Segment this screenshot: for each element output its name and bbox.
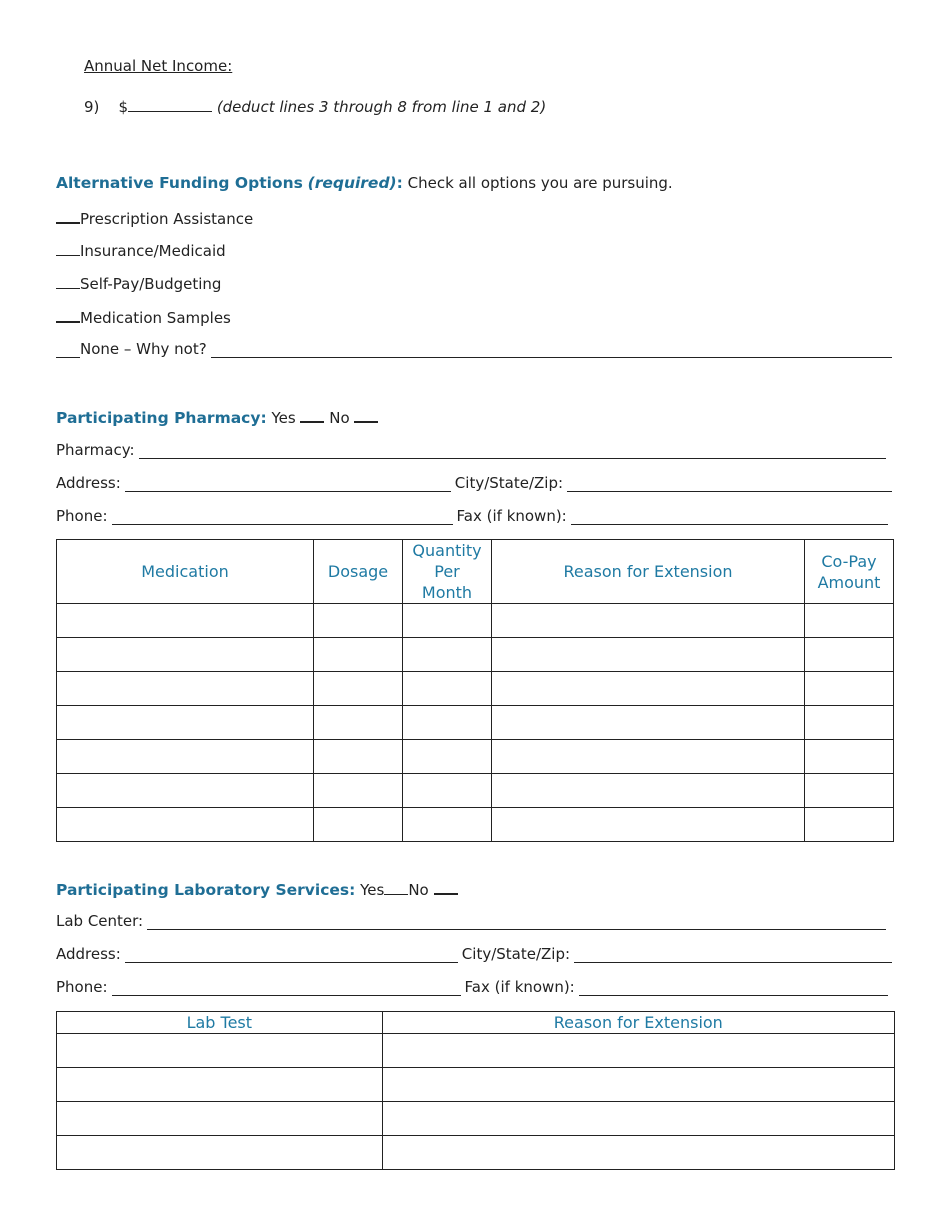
medication-table-cell[interactable]: [403, 638, 492, 672]
funding-option-none[interactable]: None – Why not?: [56, 340, 892, 358]
header-lab-reason: Reason for Extension: [382, 1012, 894, 1034]
lab-fax-label: Fax (if known):: [464, 978, 575, 996]
medication-table-cell[interactable]: [57, 774, 314, 808]
pharmacy-phone-row: [56, 507, 888, 525]
medication-table-cell[interactable]: [805, 706, 894, 740]
pharmacy-yes-label: Yes: [271, 409, 296, 427]
medication-table-cell[interactable]: [57, 740, 314, 774]
checkbox-line[interactable]: [56, 307, 80, 323]
medication-table-cell[interactable]: [314, 774, 403, 808]
medication-table-cell[interactable]: [57, 706, 314, 740]
header-dosage: Dosage: [314, 540, 403, 604]
pharmacy-no-field[interactable]: [354, 407, 378, 423]
medication-table-cell[interactable]: [805, 808, 894, 842]
medication-table-cell[interactable]: [314, 638, 403, 672]
lab-city-field[interactable]: [574, 948, 892, 963]
pharmacy-phone-label: Phone:: [56, 507, 108, 525]
pharmacy-address-field[interactable]: [125, 477, 451, 492]
medication-table-cell[interactable]: [57, 808, 314, 842]
lab-center-label: Lab Center:: [56, 912, 144, 930]
header-lab-test: Lab Test: [57, 1012, 383, 1034]
table-row: [57, 1102, 895, 1136]
checkbox-line[interactable]: [56, 343, 80, 358]
funding-heading: Alternative Funding Options: [56, 174, 303, 192]
pharmacy-yes-field[interactable]: [300, 407, 324, 423]
lab-table-cell[interactable]: [382, 1034, 894, 1068]
medication-table-cell[interactable]: [492, 808, 805, 842]
medication-table-cell[interactable]: [805, 774, 894, 808]
lab-table: [56, 1011, 895, 1170]
lab-address-row: [56, 945, 892, 963]
table-row: [57, 1068, 895, 1102]
lab-heading-line: [56, 879, 458, 899]
lab-center-field[interactable]: [147, 915, 886, 930]
header-medication: Medication: [57, 540, 314, 604]
funding-option-prescription[interactable]: Prescription Assistance: [56, 208, 253, 228]
checkbox-line[interactable]: [56, 274, 80, 289]
income-note: (deduct lines 3 through 8 from line 1 and 2): [216, 98, 547, 116]
table-row: [57, 638, 894, 672]
table-row: [57, 774, 894, 808]
medication-table-cell[interactable]: [57, 638, 314, 672]
medication-table-cell[interactable]: [403, 604, 492, 638]
header-reason: Reason for Extension: [492, 540, 805, 604]
medication-table-cell[interactable]: [492, 774, 805, 808]
lab-yes-field[interactable]: [384, 880, 408, 895]
line-number: 9): [84, 98, 100, 116]
currency-symbol: $: [118, 98, 129, 116]
lab-phone-label: Phone:: [56, 978, 108, 996]
lab-address-field[interactable]: [125, 948, 458, 963]
lab-no-field[interactable]: [434, 879, 458, 895]
table-row: [57, 672, 894, 706]
table-row: [57, 706, 894, 740]
checkbox-line[interactable]: [56, 208, 80, 224]
lab-heading: Participating Laboratory Services:: [56, 881, 356, 899]
lab-table-cell[interactable]: [382, 1136, 894, 1170]
medication-table-cell[interactable]: [57, 604, 314, 638]
medication-table-cell[interactable]: [314, 808, 403, 842]
lab-table-cell[interactable]: [57, 1102, 383, 1136]
pharmacy-heading: Participating Pharmacy:: [56, 409, 267, 427]
medication-table: [56, 539, 894, 842]
table-row: [57, 604, 894, 638]
medication-table-cell[interactable]: [492, 604, 805, 638]
medication-table-cell[interactable]: [57, 672, 314, 706]
medication-table-cell[interactable]: [314, 604, 403, 638]
medication-table-cell[interactable]: [314, 706, 403, 740]
funding-option-samples[interactable]: Medication Samples: [56, 307, 231, 327]
medication-table-cell[interactable]: [403, 706, 492, 740]
why-not-field[interactable]: [211, 343, 892, 358]
checkbox-line[interactable]: [56, 241, 80, 256]
lab-table-cell[interactable]: [57, 1136, 383, 1170]
pharmacy-address-row: [56, 474, 892, 492]
medication-table-cell[interactable]: [492, 740, 805, 774]
table-row: [57, 1136, 895, 1170]
pharmacy-heading-line: [56, 407, 378, 427]
pharmacy-no-label: No: [329, 409, 350, 427]
pharmacy-fax-field[interactable]: [571, 510, 888, 525]
lab-name-row: [56, 912, 886, 930]
medication-table-cell[interactable]: [805, 638, 894, 672]
lab-city-label: City/State/Zip:: [461, 945, 571, 963]
lab-phone-row: [56, 978, 888, 996]
medication-table-cell[interactable]: [403, 774, 492, 808]
annual-net-income-heading: Annual Net Income:: [84, 57, 233, 75]
table-row: [57, 740, 894, 774]
medication-table-cell[interactable]: [403, 672, 492, 706]
pharmacy-phone-field[interactable]: [112, 510, 453, 525]
table-row: [57, 1034, 895, 1068]
lab-no-label: No: [408, 881, 429, 899]
medication-table-cell[interactable]: [492, 638, 805, 672]
medication-table-cell[interactable]: [805, 740, 894, 774]
funding-option-self-pay[interactable]: Self-Pay/Budgeting: [56, 274, 221, 293]
medication-table-cell[interactable]: [805, 672, 894, 706]
lab-phone-field[interactable]: [112, 981, 461, 996]
lab-yes-label: Yes: [360, 881, 385, 899]
pharmacy-address-label: Address:: [56, 474, 121, 492]
medication-table-cell[interactable]: [314, 740, 403, 774]
pharmacy-city-field[interactable]: [567, 477, 892, 492]
lab-table-cell[interactable]: [382, 1102, 894, 1136]
lab-address-label: Address:: [56, 945, 121, 963]
funding-required: (required): [307, 174, 397, 192]
pharmacy-name-field[interactable]: [139, 444, 886, 459]
pharmacy-city-label: City/State/Zip:: [454, 474, 564, 492]
medication-table-cell[interactable]: [314, 672, 403, 706]
medication-table-cell[interactable]: [805, 604, 894, 638]
lab-table-cell[interactable]: [382, 1068, 894, 1102]
lab-table-cell[interactable]: [57, 1034, 383, 1068]
funding-option-insurance[interactable]: Insurance/Medicaid: [56, 241, 226, 260]
pharmacy-name-row: [56, 441, 886, 459]
lab-fax-field[interactable]: [579, 981, 888, 996]
table-row: [57, 808, 894, 842]
medication-table-cell[interactable]: [492, 706, 805, 740]
medication-table-cell[interactable]: [403, 740, 492, 774]
funding-instruction: Check all options you are pursuing.: [407, 174, 673, 192]
pharmacy-fax-label: Fax (if known):: [456, 507, 567, 525]
funding-heading-line: Alternative Funding Options (required): Check all options you are pursuing.: [56, 174, 673, 192]
pharmacy-name-label: Pharmacy:: [56, 441, 135, 459]
medication-table-cell[interactable]: [403, 808, 492, 842]
header-quantity: Quantity Per Month: [403, 540, 492, 604]
lab-table-cell[interactable]: [57, 1068, 383, 1102]
net-income-field[interactable]: [128, 97, 212, 112]
income-line-9: [84, 97, 546, 116]
medication-table-cell[interactable]: [492, 672, 805, 706]
header-copay: Co-Pay Amount: [805, 540, 894, 604]
